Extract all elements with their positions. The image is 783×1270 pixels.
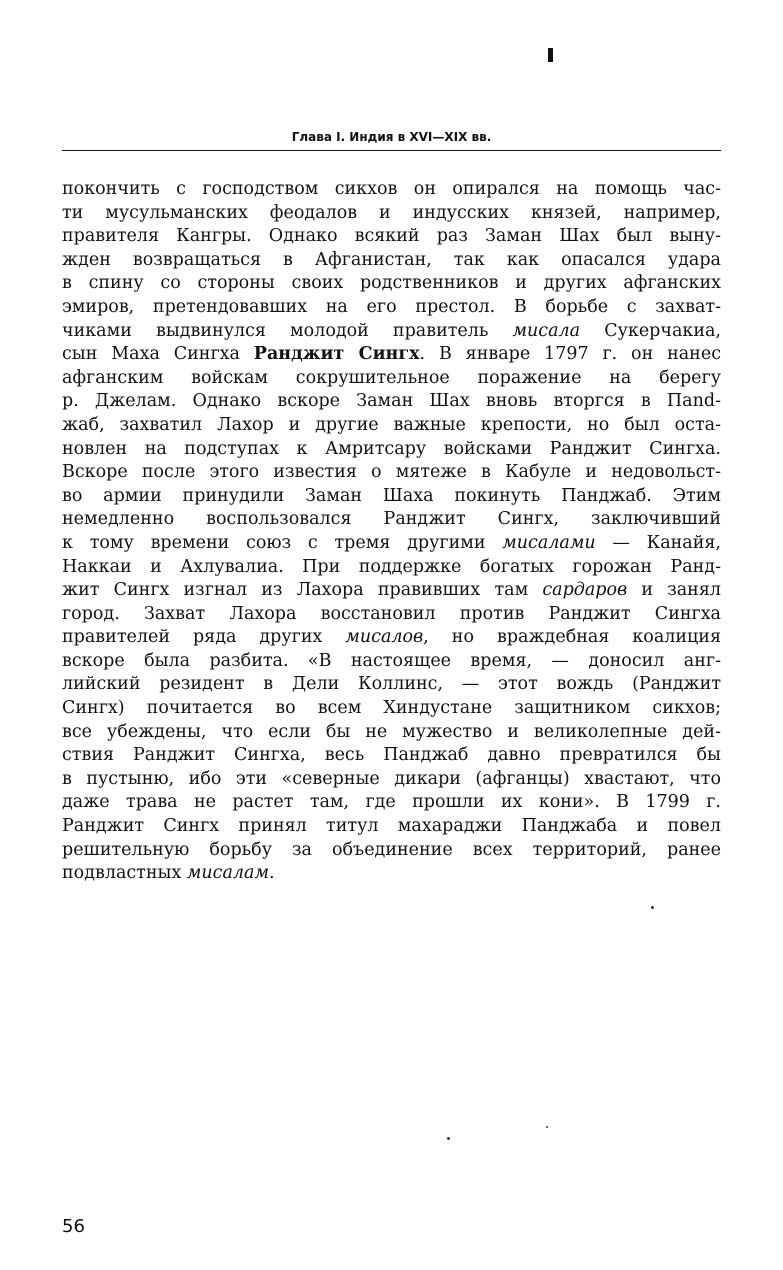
text-run: ти мусульманских феодалов и индусских князей, например, xyxy=(62,202,721,223)
text-run: в пустыню, ибо эти «северные дикари (афганцы) хвастают, что xyxy=(62,768,721,789)
text-run: даже трава не растет там, где прошли их кони». В 1799 г. xyxy=(62,792,721,813)
text-line xyxy=(62,508,721,532)
text-line xyxy=(62,225,721,249)
italic-term: мисалам xyxy=(186,863,269,884)
text-line xyxy=(62,367,721,391)
text-run: и занял xyxy=(627,580,721,601)
text-run: все убеждены, что если бы не мужество и великолепные дей- xyxy=(62,721,721,742)
scan-speck xyxy=(447,1137,450,1140)
text-run: сын Маха Сингха xyxy=(62,344,254,365)
text-line xyxy=(62,626,721,650)
text-run: правителя Кангры. Однако всякий раз Заман Шах был выну- xyxy=(62,226,721,247)
text-run: решительную борьбу за объединение всех территорий, ранее xyxy=(62,839,721,860)
text-run: чиками выдвинулся молодой правитель xyxy=(62,320,513,341)
text-line xyxy=(62,862,721,886)
text-line xyxy=(62,532,721,556)
text-run: . xyxy=(269,863,275,884)
text-run: Ранджит Сингх принял титул махараджи Панджаба и повел xyxy=(62,816,721,837)
text-run: . В январе 1797 г. он нанес xyxy=(419,344,721,365)
header-rule xyxy=(62,150,721,151)
text-line xyxy=(62,178,721,202)
body-paragraph xyxy=(62,178,721,886)
text-line xyxy=(62,839,721,863)
text-line xyxy=(62,390,721,414)
text-run: , но враждебная коалиция xyxy=(423,627,721,648)
text-run: город. Захват Лахора восстановил против Ранджит Сингха xyxy=(62,603,721,624)
text-line xyxy=(62,343,721,367)
text-line xyxy=(62,791,721,815)
text-run: ствия Ранджит Сингха, весь Панджаб давно превратился бы xyxy=(62,745,721,766)
text-line xyxy=(62,249,721,273)
bold-name: Ранджит Сингх xyxy=(253,344,420,365)
italic-term: сардаров xyxy=(542,580,628,601)
scan-speck xyxy=(651,906,654,909)
text-line xyxy=(62,556,721,580)
italic-term: мисалами xyxy=(502,532,596,553)
text-line xyxy=(62,485,721,509)
text-run: афганским войскам сокрушительное поражение на берегу xyxy=(62,367,721,388)
text-run: покончить с господством сикхов он опирался на помощь час- xyxy=(62,179,721,199)
text-run: жит Сингх изгнал из Лахора правивших там xyxy=(62,580,543,601)
text-run: жден возвращаться в Афганистан, так как опасался удара xyxy=(62,249,721,270)
text-line xyxy=(62,603,721,627)
running-head: Глава I. Индия в XVI—XIX вв. xyxy=(291,130,492,144)
corner-mark xyxy=(548,48,553,62)
text-run: подвластных xyxy=(62,863,187,884)
text-line xyxy=(62,320,721,344)
text-run: жаб, захватил Лахор и другие важные крепости, но был оста- xyxy=(62,414,721,435)
text-run: р. Джелам. Однако вскоре Заман Шах вновь вторгся в Пand- xyxy=(62,391,721,412)
italic-term: мисала xyxy=(512,320,581,341)
text-run: эмиров, претендовавших на его престол. В борьбе с захват- xyxy=(62,296,721,317)
text-run: Сингх) почитается во всем Хиндустане защитником сикхов; xyxy=(62,698,721,719)
italic-term: мисалов xyxy=(345,627,424,648)
text-line xyxy=(62,296,721,320)
text-run: лийский резидент в Дели Коллинс, — этот вождь (Ранджит xyxy=(62,674,721,695)
text-line xyxy=(62,461,721,485)
text-run: во армии принудили Заман Шаха покинуть Панджаб. Этим xyxy=(62,485,721,506)
text-line xyxy=(62,673,721,697)
text-line xyxy=(62,202,721,226)
text-line xyxy=(62,579,721,603)
text-run: немедленно воспользовался Ранджит Сингх, заключивший xyxy=(62,509,721,530)
text-run: — Канайя, xyxy=(595,532,721,553)
page-number: 56 xyxy=(62,1216,85,1237)
text-line xyxy=(62,815,721,839)
text-line xyxy=(62,697,721,721)
text-run: вскоре была разбита. «В настоящее время, — доносил анг- xyxy=(62,650,721,671)
text-run: Сукерчакиа, xyxy=(580,320,721,341)
text-line xyxy=(62,768,721,792)
text-run: правителей ряда других xyxy=(62,627,346,648)
text-line xyxy=(62,272,721,296)
text-run: к тому времени союз с тремя другими xyxy=(62,532,503,553)
text-run: Вскоре после этого известия о мятеже в Кабуле и недовольст- xyxy=(62,462,721,483)
text-line xyxy=(62,414,721,438)
text-run: новлен на подступах к Амритсару войсками Ранджит Сингха. xyxy=(62,438,721,459)
text-run: Наккаи и Ахлувалиа. При поддержке богатых горожан Ранд- xyxy=(62,556,721,577)
text-line xyxy=(62,438,721,462)
text-line xyxy=(62,650,721,674)
scan-speck xyxy=(546,1126,548,1128)
text-line xyxy=(62,744,721,768)
text-line xyxy=(62,721,721,745)
text-run: в спину со стороны своих родственников и других афганских xyxy=(62,273,721,294)
